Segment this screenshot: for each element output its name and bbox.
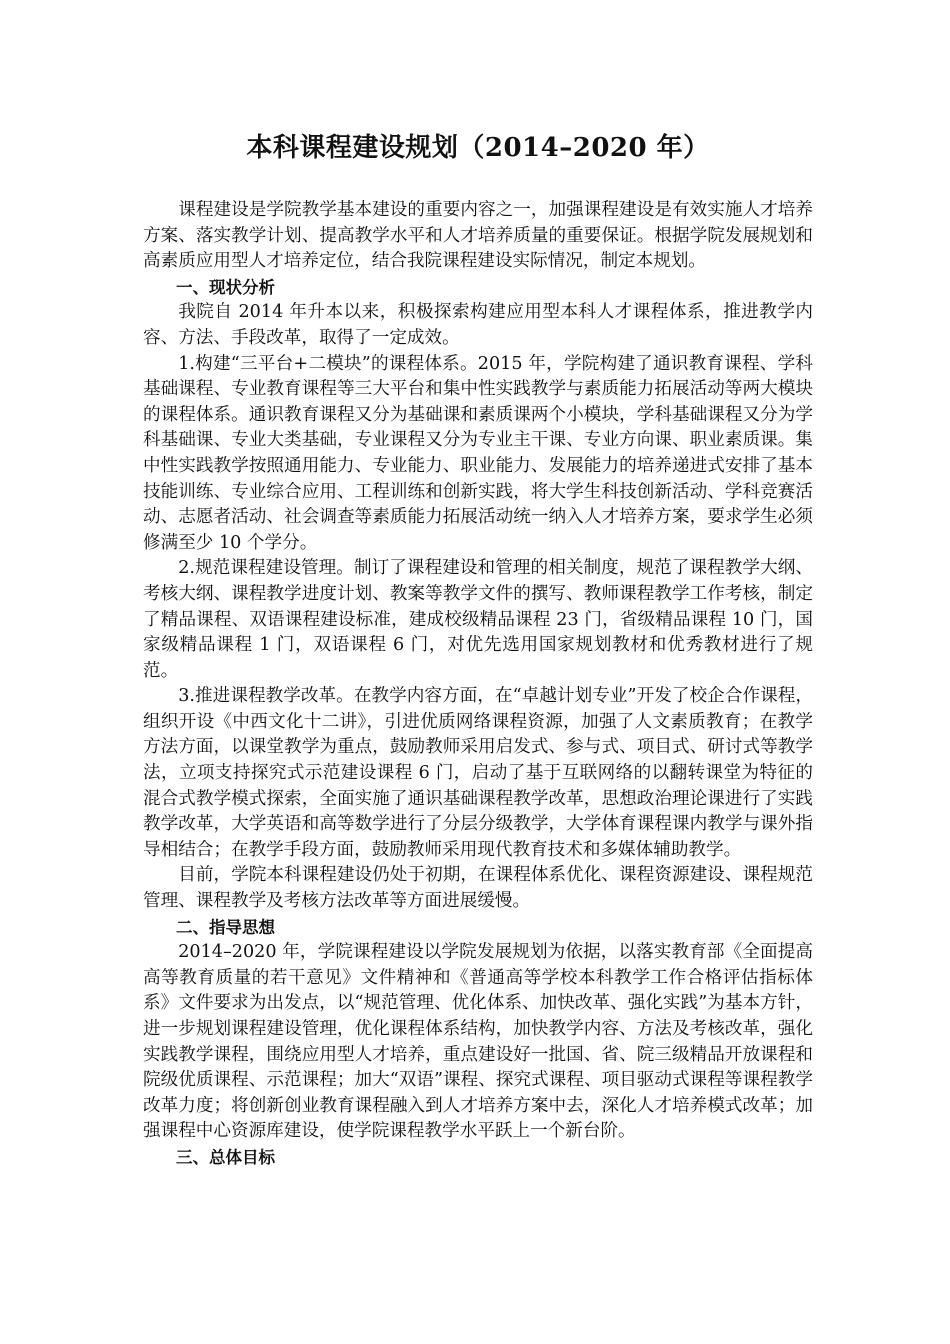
section-heading-status: 一、现状分析 xyxy=(176,277,275,297)
section-heading-goals: 三、总体目标 xyxy=(176,1147,275,1167)
status-paragraph: 我院自 2014 年升本以来，积极探索构建应用型本科人才课程体系，推进教学内容、方法、手段改革，取得了一定成效。 xyxy=(143,302,813,348)
status-item-1: 1.构建“三平台+二模块”的课程体系。2015 年，学院构建了通识教育课程、学科基础课程、专业教育课程等三大平台和集中性实践教学与素质能力拓展活动等两大模块的课程体系。通识教育课程又分为基础课和素质课两个小模块，学科基础课程又分为学科基础课、专业大类基础，专业课程又分为专业主干课、专业方向课、职业素质课。集中性实践教学按照通用能力、专业能力、职业能力、发展能力的培养递进式安排了基本技能训练、专业综合应用、工程训练和创新实践，将大学生科技创新活动、学科竞赛活动、志愿者活动、社会调查等素质能力拓展活动统一纳入人才培养方案，要求学生必须修满至少 10 个学分。 xyxy=(143,353,813,553)
document-body xyxy=(143,198,813,1171)
status-item-3: 3.推进课程教学改革。在教学内容方面，在“卓越计划专业”开发了校企合作课程，组织开设《中西文化十二讲》，引进优质网络课程资源，加强了人文素质教育；在教学方法方面，以课堂教学为重点，鼓励教师采用启发式、参与式、项目式、研讨式等教学法，立项支持探究式示范建设课程 6 门，启动了基于互联网络的以翻转课堂为特征的混合式教学模式探索，全面实施了通识基础课程教学改革，思想政治理论课进行了实践教学改革，大学英语和高等数学进行了分层分级教学，大学体育课程课内教学与课外指导相结合；在教学手段方面，鼓励教师采用现代教育技术和多媒体辅助教学。 xyxy=(143,686,813,860)
intro-paragraph: 课程建设是学院教学基本建设的重要内容之一，加强课程建设是有效实施人才培养方案、落实教学计划、提高教学水平和人才培养质量的重要保证。根据学院发展规划和高素质应用型人才培养定位，结合我院课程建设实际情况，制定本规划。 xyxy=(143,200,813,272)
guidance-paragraph: 2014–2020 年，学院课程建设以学院发展规划为依据，以落实教育部《全面提高高等教育质量的若干意见》文件精神和《普通高等学校本科教学工作合格评估指标体系》文件要求为出发点，以“规范管理、优化体系、加快改革、强化实践”为基本方针，进一步规划课程建设管理，优化课程体系结构，加快教学内容、方法及考核改革，强化实践教学课程，围绕应用型人才培养，重点建设好一批国、省、院三级精品开放课程和院级优质课程、示范课程；加大“双语”课程、探究式课程、项目驱动式课程等课程教学改革力度；将创新创业教育课程融入到人才培养方案中去，深化人才培养模式改革；加强课程中心资源库建设，使学院课程教学水平跃上一个新台阶。 xyxy=(143,942,813,1142)
document-title: 本科课程建设规划（2014–2020 年） xyxy=(246,133,710,163)
section-heading-guidance: 二、指导思想 xyxy=(176,917,275,937)
status-item-2: 2.规范课程建设管理。制订了课程建设和管理的相关制度，规范了课程教学大纲、考核大纲、课程教学进度计划、教案等教学文件的撰写、教师课程教学工作考核，制定了精品课程、双语课程建设标准，建成校级精品课程 23 门，省级精品课程 10 门，国家级精品课程 1 门，双语课程 6 门，对优先选用国家规划教材和优秀教材进行了规范。 xyxy=(143,558,813,681)
status-summary: 目前，学院本科课程建设仍处于初期，在课程体系优化、课程资源建设、课程规范管理、课程教学及考核方法改革等方面进展缓慢。 xyxy=(143,865,813,912)
